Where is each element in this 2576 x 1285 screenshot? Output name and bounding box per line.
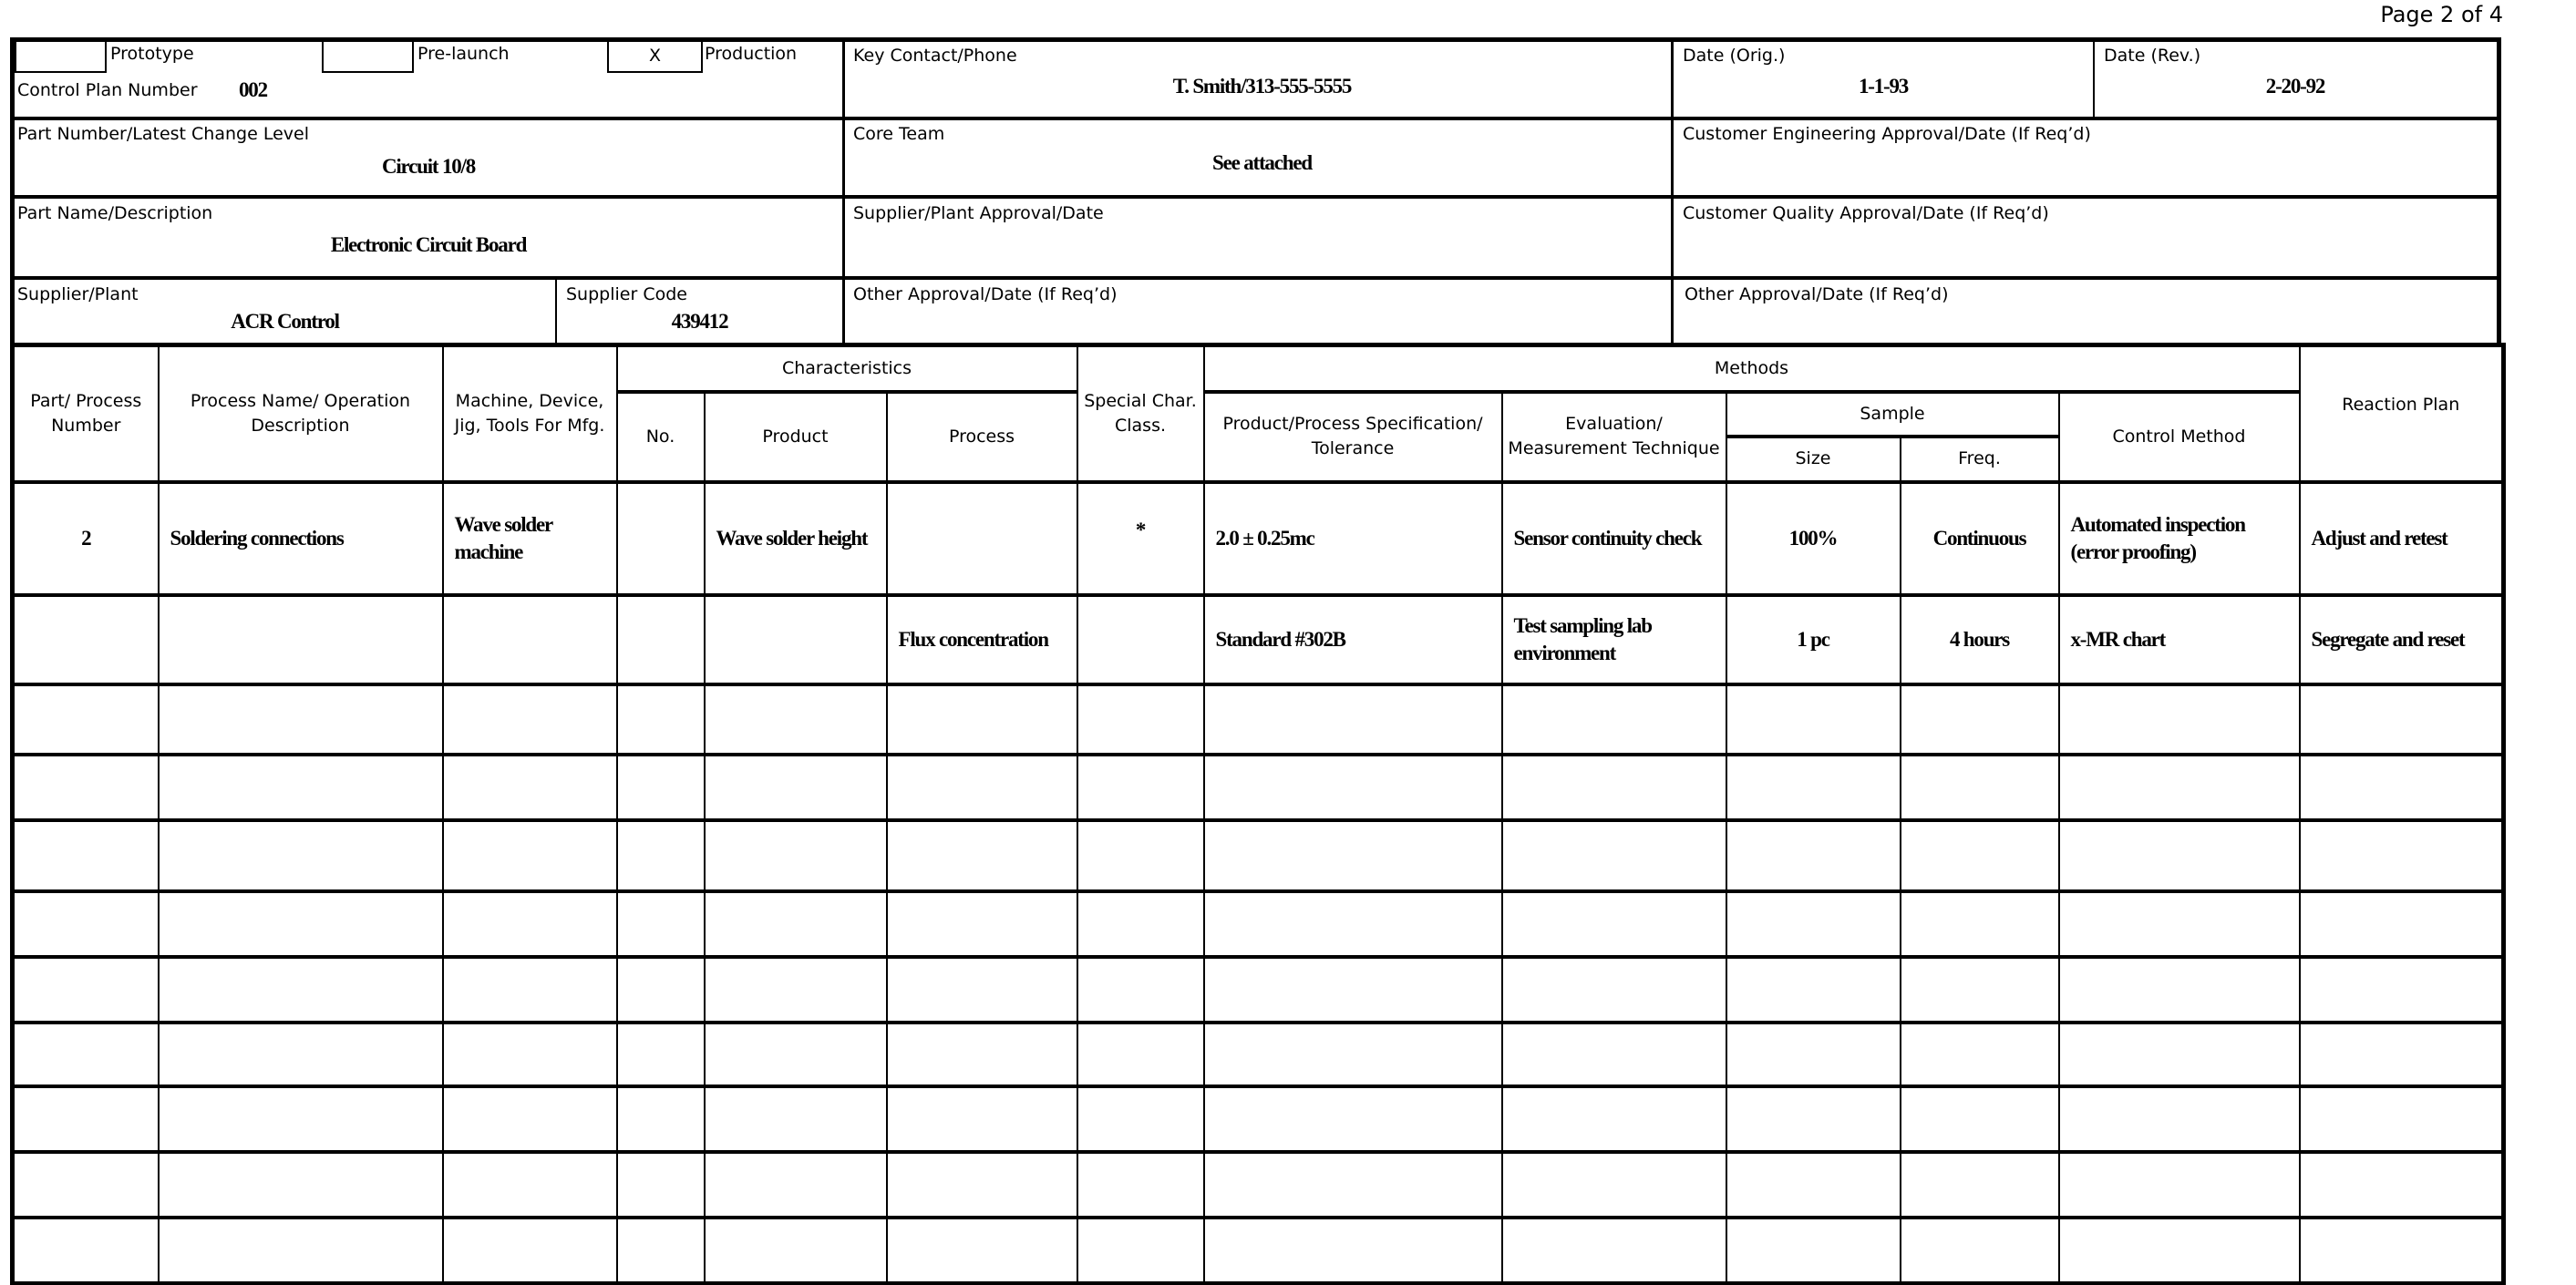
cell-process[interactable] [887, 1023, 1077, 1086]
cell-product[interactable] [705, 1086, 887, 1152]
table-row [13, 595, 2504, 684]
cell-eval[interactable] [1502, 755, 1726, 820]
production-checkbox[interactable]: X [607, 42, 703, 73]
table-row [13, 1218, 2504, 1283]
cell-spec[interactable]: Standard #302B [1204, 595, 1502, 684]
cell-eval[interactable]: Test sampling lab environment [1502, 595, 1726, 684]
cell-special[interactable] [1077, 957, 1204, 1023]
cell-process[interactable] [887, 1218, 1077, 1283]
key-contact-value: T. Smith/313-555-5555 [1172, 75, 1352, 98]
part-number-label: Part Number/Latest Change Level [17, 124, 309, 144]
cell-process[interactable] [887, 482, 1077, 595]
cell-product[interactable] [705, 1152, 887, 1218]
cell-size[interactable] [1726, 1023, 1901, 1086]
cell-machine[interactable] [443, 820, 617, 891]
cell-spec[interactable] [1204, 755, 1502, 820]
table-row [13, 891, 2504, 957]
prototype-checkbox[interactable] [15, 42, 107, 73]
header-process: Process [887, 392, 1077, 482]
cell-no[interactable] [617, 957, 705, 1023]
cell-freq[interactable] [1901, 684, 2059, 755]
cell-part[interactable] [13, 957, 159, 1023]
cell-control[interactable] [2059, 1152, 2300, 1218]
cell-size[interactable]: 100% [1726, 482, 1901, 595]
cell-spec[interactable] [1204, 1086, 1502, 1152]
cell-no[interactable] [617, 684, 705, 755]
header-section [10, 37, 2501, 344]
cell-spec[interactable] [1204, 820, 1502, 891]
cell-no[interactable] [617, 1152, 705, 1218]
key-contact-label: Key Contact/Phone [853, 46, 1017, 66]
cell-spec[interactable] [1204, 684, 1502, 755]
cell-machine[interactable] [443, 755, 617, 820]
cell-eval[interactable] [1502, 684, 1726, 755]
cell-special[interactable] [1077, 891, 1204, 957]
cell-machine[interactable] [443, 1086, 617, 1152]
cell-process[interactable] [887, 820, 1077, 891]
table-row [13, 957, 2504, 1023]
cell-special[interactable] [1077, 1152, 1204, 1218]
supplier-code-label: Supplier Code [566, 284, 687, 304]
cell-special[interactable] [1077, 1086, 1204, 1152]
cell-machine[interactable] [443, 1152, 617, 1218]
cell-control[interactable] [2059, 820, 2300, 891]
table-row [13, 1023, 2504, 1086]
cell-process-name[interactable] [159, 1218, 443, 1283]
date-rev-label: Date (Rev.) [2104, 46, 2201, 66]
cell-process-name[interactable]: Soldering connections [159, 482, 443, 595]
cell-process-name[interactable] [159, 595, 443, 684]
cell-eval[interactable] [1502, 1023, 1726, 1086]
divider [15, 276, 2497, 280]
cell-process[interactable] [887, 1152, 1077, 1218]
cell-product[interactable] [705, 684, 887, 755]
cell-no[interactable] [617, 820, 705, 891]
cell-process-name[interactable] [159, 1023, 443, 1086]
cell-process-name[interactable] [159, 684, 443, 755]
cell-part[interactable] [13, 684, 159, 755]
supplier-approval-label: Supplier/Plant Approval/Date [853, 203, 1104, 223]
cell-reaction[interactable] [2300, 1218, 2504, 1283]
cell-control[interactable] [2059, 1023, 2300, 1086]
cell-spec[interactable] [1204, 1023, 1502, 1086]
page-number: Page 2 of 4 [2380, 2, 2503, 27]
table-row [13, 755, 2504, 820]
cell-reaction[interactable] [2300, 820, 2504, 891]
cell-part[interactable] [13, 1086, 159, 1152]
cell-special[interactable] [1077, 684, 1204, 755]
cell-control[interactable] [2059, 1218, 2300, 1283]
part-name-value: Electronic Circuit Board [330, 233, 527, 256]
cell-process-name[interactable] [159, 820, 443, 891]
header-sample: Sample [1726, 392, 2059, 437]
cell-eval[interactable] [1502, 1218, 1726, 1283]
customer-quality-approval-label: Customer Quality Approval/Date (If Req’d) [1683, 203, 2049, 223]
header-evaluation: Evaluation/ Measurement Technique [1502, 392, 1726, 482]
cell-control[interactable] [2059, 957, 2300, 1023]
cell-special[interactable] [1077, 755, 1204, 820]
cell-process-name[interactable] [159, 957, 443, 1023]
control-plan-table [10, 343, 2506, 1285]
cell-product[interactable] [705, 1218, 887, 1283]
header-reaction-plan: Reaction Plan [2300, 345, 2504, 482]
table-row [13, 482, 2504, 595]
cell-size[interactable] [1726, 957, 1901, 1023]
cell-freq[interactable] [1901, 1086, 2059, 1152]
header-sample-freq: Freq. [1901, 437, 2059, 482]
cell-reaction[interactable] [2300, 957, 2504, 1023]
cell-reaction[interactable]: Segregate and reset [2300, 595, 2504, 684]
header-no: No. [617, 392, 705, 482]
cell-machine[interactable] [443, 891, 617, 957]
cell-product[interactable] [705, 957, 887, 1023]
other-approval-label: Other Approval/Date (If Req’d) [853, 284, 1118, 304]
cell-size[interactable] [1726, 1218, 1901, 1283]
cell-spec[interactable] [1204, 891, 1502, 957]
cell-reaction[interactable] [2300, 1023, 2504, 1086]
header-machine: Machine, Device, Jig, Tools For Mfg. [443, 345, 617, 482]
cell-no[interactable] [617, 755, 705, 820]
cell-special[interactable] [1077, 820, 1204, 891]
cell-control[interactable] [2059, 891, 2300, 957]
cell-process[interactable] [887, 891, 1077, 957]
cell-reaction[interactable] [2300, 684, 2504, 755]
cell-freq[interactable] [1901, 957, 2059, 1023]
cell-size[interactable] [1726, 820, 1901, 891]
other-approval-label-2: Other Approval/Date (If Req’d) [1685, 284, 1949, 304]
control-plan-number-label: Control Plan Number [17, 80, 198, 100]
cell-freq[interactable] [1901, 1152, 2059, 1218]
cell-product[interactable] [705, 891, 887, 957]
cell-eval[interactable] [1502, 820, 1726, 891]
header-characteristics: Characteristics [617, 345, 1077, 392]
supplier-code-value: 439412 [671, 310, 728, 333]
cell-product[interactable] [705, 820, 887, 891]
cell-part[interactable] [13, 1023, 159, 1086]
cell-freq[interactable] [1901, 891, 2059, 957]
prelaunch-checkbox[interactable] [322, 42, 414, 73]
cell-spec[interactable] [1204, 1218, 1502, 1283]
header-sample-size: Size [1726, 437, 1901, 482]
cell-freq[interactable] [1901, 820, 2059, 891]
table-row [13, 684, 2504, 755]
cell-part[interactable] [13, 755, 159, 820]
cell-control[interactable] [2059, 755, 2300, 820]
cell-process-name[interactable] [159, 1152, 443, 1218]
cell-process[interactable] [887, 1086, 1077, 1152]
header-process-name: Process Name/ Operation Description [159, 345, 443, 482]
core-team-label: Core Team [853, 124, 945, 144]
cell-freq[interactable] [1901, 755, 2059, 820]
core-team-value: See attached [1212, 151, 1312, 174]
header-control-method: Control Method [2059, 392, 2300, 482]
cell-eval[interactable] [1502, 957, 1726, 1023]
production-label: Production [705, 44, 798, 64]
part-number-value: Circuit 10/8 [381, 155, 476, 178]
cell-reaction[interactable] [2300, 1086, 2504, 1152]
date-orig-label: Date (Orig.) [1683, 46, 1786, 66]
cell-process-name[interactable] [159, 1086, 443, 1152]
date-rev-value: 2-20-92 [2265, 75, 2325, 98]
cell-part[interactable] [13, 1152, 159, 1218]
header-product: Product [705, 392, 887, 482]
table-row [13, 1086, 2504, 1152]
table-row [13, 1152, 2504, 1218]
cell-process[interactable] [887, 684, 1077, 755]
table-row [13, 820, 2504, 891]
prelaunch-label: Pre-launch [417, 44, 510, 64]
header-part-number: Part/ Process Number [13, 345, 159, 482]
cell-machine[interactable] [443, 595, 617, 684]
cell-size[interactable]: 1 pc [1726, 595, 1901, 684]
cell-spec[interactable]: 2.0 ± 0.25mc [1204, 482, 1502, 595]
cell-reaction[interactable] [2300, 891, 2504, 957]
cell-process[interactable] [887, 755, 1077, 820]
part-name-label: Part Name/Description [17, 203, 213, 223]
cell-control[interactable]: Automated inspection (error proofing) [2059, 482, 2300, 595]
cell-size[interactable] [1726, 891, 1901, 957]
date-orig-value: 1-1-93 [1858, 75, 1909, 98]
cell-freq[interactable] [1901, 1218, 2059, 1283]
cell-special[interactable]: * [1077, 482, 1204, 595]
cell-machine[interactable] [443, 1023, 617, 1086]
cell-freq[interactable] [1901, 1023, 2059, 1086]
cell-size[interactable] [1726, 755, 1901, 820]
cell-eval[interactable] [1502, 1152, 1726, 1218]
cell-product[interactable] [705, 595, 887, 684]
header-special-char: Special Char. Class. [1077, 345, 1204, 482]
cell-product[interactable] [705, 755, 887, 820]
cell-reaction[interactable] [2300, 1152, 2504, 1218]
cell-part[interactable] [13, 891, 159, 957]
cell-control[interactable] [2059, 1086, 2300, 1152]
cell-part[interactable] [13, 1218, 159, 1283]
cell-size[interactable] [1726, 1086, 1901, 1152]
cell-control[interactable] [2059, 684, 2300, 755]
cell-size[interactable] [1726, 1152, 1901, 1218]
cell-machine[interactable] [443, 684, 617, 755]
cell-no[interactable] [617, 1218, 705, 1283]
cell-process[interactable]: Flux concentration [887, 595, 1077, 684]
supplier-plant-value: ACR Control [231, 310, 339, 333]
customer-engineering-approval-label: Customer Engineering Approval/Date (If Req’d) [1683, 124, 2091, 144]
cell-no[interactable] [617, 595, 705, 684]
cell-process-name[interactable] [159, 891, 443, 957]
divider [15, 117, 2497, 120]
cell-control[interactable]: x-MR chart [2059, 595, 2300, 684]
cell-eval[interactable] [1502, 891, 1726, 957]
cell-product[interactable]: Wave solder height [705, 482, 887, 595]
cell-special[interactable] [1077, 1218, 1204, 1283]
cell-reaction[interactable]: Adjust and retest [2300, 482, 2504, 595]
cell-machine[interactable] [443, 1218, 617, 1283]
cell-no[interactable] [617, 1086, 705, 1152]
cell-spec[interactable] [1204, 957, 1502, 1023]
header-methods: Methods [1204, 345, 2300, 392]
cell-part[interactable] [13, 595, 159, 684]
cell-no[interactable] [617, 891, 705, 957]
cell-no[interactable] [617, 1023, 705, 1086]
cell-no[interactable] [617, 482, 705, 595]
cell-machine[interactable]: Wave solder machine [443, 482, 617, 595]
cell-part[interactable]: 2 [13, 482, 159, 595]
divider [15, 195, 2497, 199]
supplier-plant-label: Supplier/Plant [17, 284, 139, 304]
cell-process-name[interactable] [159, 755, 443, 820]
cell-eval[interactable]: Sensor continuity check [1502, 482, 1726, 595]
cell-spec[interactable] [1204, 1152, 1502, 1218]
cell-size[interactable] [1726, 684, 1901, 755]
cell-machine[interactable] [443, 957, 617, 1023]
cell-freq[interactable]: 4 hours [1901, 595, 2059, 684]
cell-freq[interactable]: Continuous [1901, 482, 2059, 595]
cell-eval[interactable] [1502, 1086, 1726, 1152]
cell-product[interactable] [705, 1023, 887, 1086]
cell-process[interactable] [887, 957, 1077, 1023]
prototype-label: Prototype [110, 44, 194, 64]
divider [842, 42, 845, 344]
control-plan-number: 002 [239, 78, 267, 101]
cell-part[interactable] [13, 820, 159, 891]
cell-reaction[interactable] [2300, 755, 2504, 820]
cell-special[interactable] [1077, 1023, 1204, 1086]
cell-special[interactable] [1077, 595, 1204, 684]
header-spec-tolerance: Product/Process Specification/ Tolerance [1204, 392, 1502, 482]
